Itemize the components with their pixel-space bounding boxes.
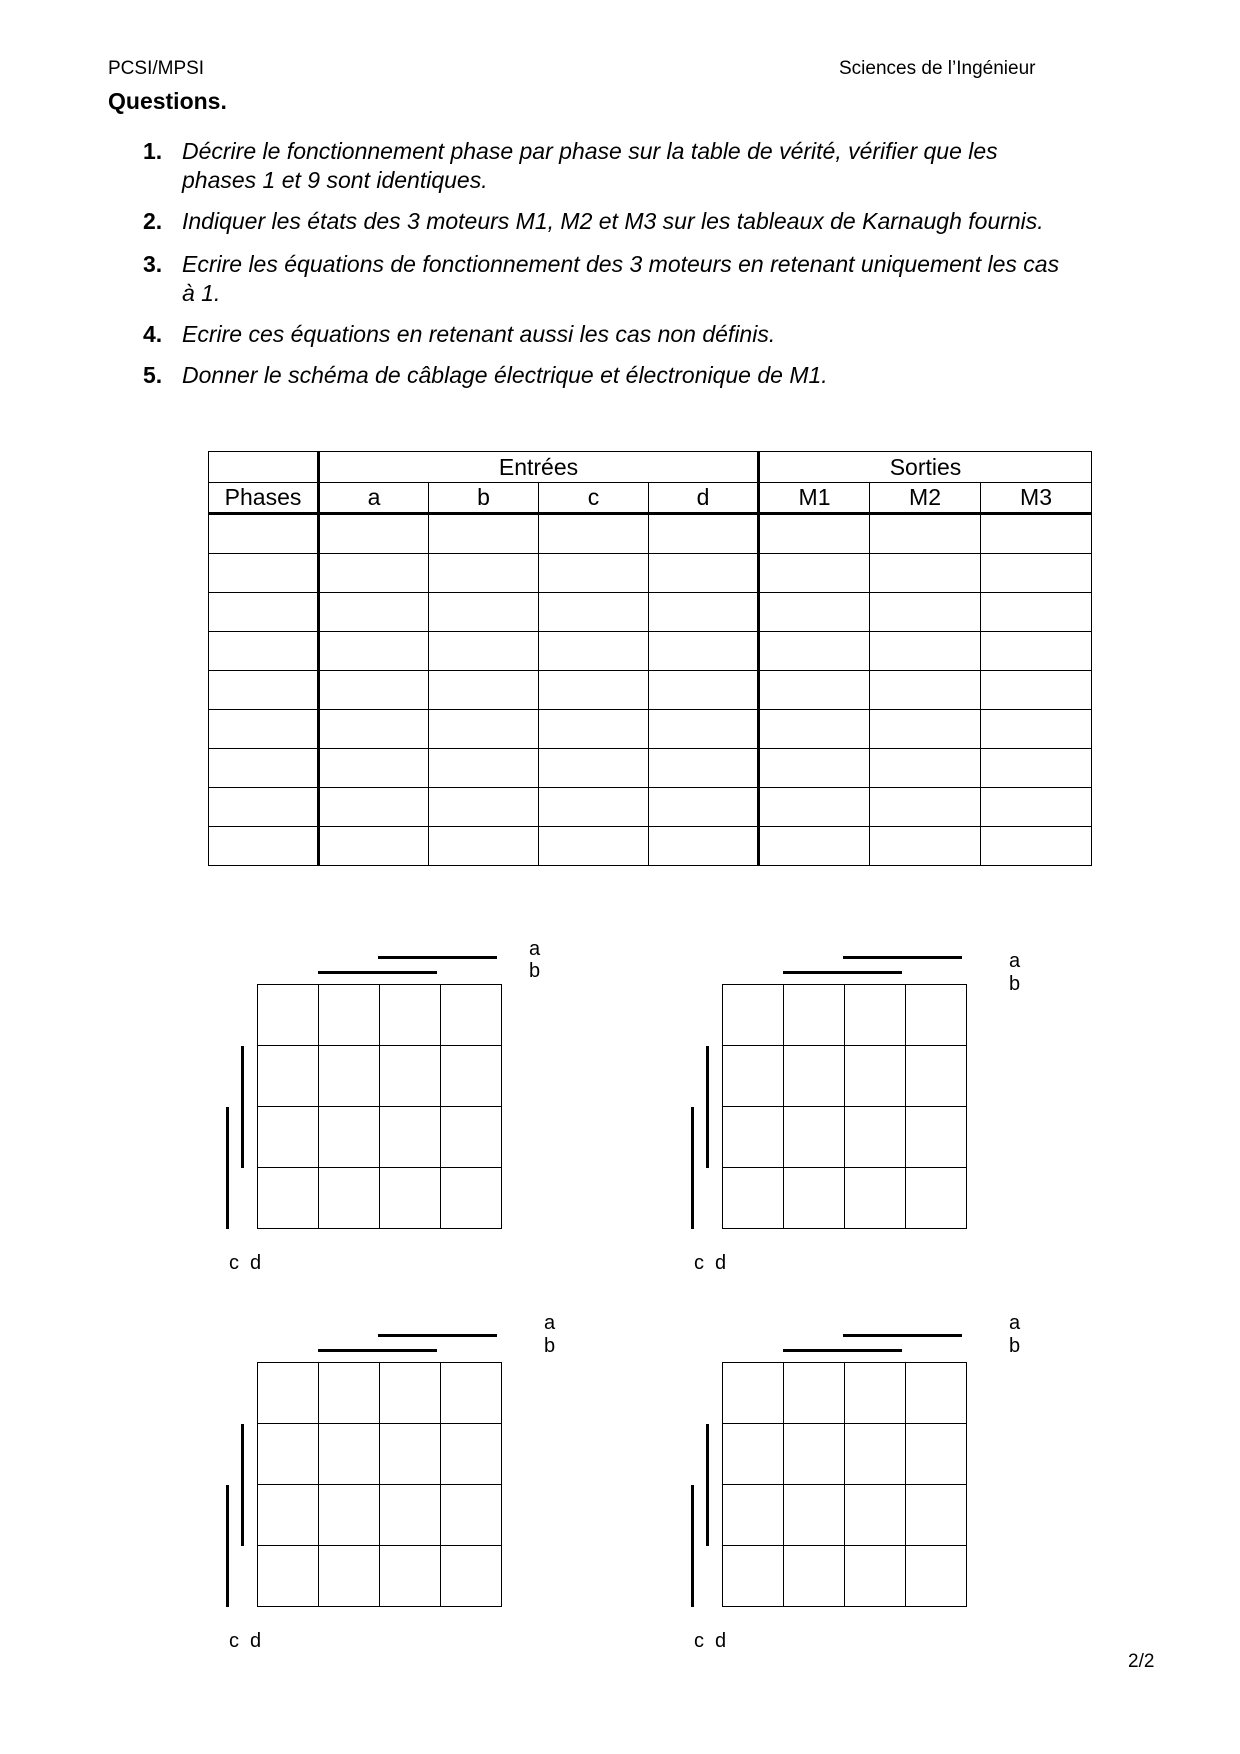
kmap-cell[interactable] (784, 1424, 845, 1485)
kmap-grid (257, 1362, 502, 1607)
kmap-row (258, 1363, 502, 1424)
table-cell[interactable] (649, 788, 759, 827)
table-cell[interactable] (649, 632, 759, 671)
table-cell[interactable] (209, 554, 319, 593)
kmap-cell[interactable] (784, 1485, 845, 1546)
kmap-cell[interactable] (906, 1168, 967, 1229)
kmap-cell[interactable] (723, 1424, 784, 1485)
table-cell[interactable] (319, 710, 429, 749)
kmap-cell[interactable] (380, 1046, 441, 1107)
top-bar-a (378, 956, 497, 959)
table-cell[interactable] (539, 749, 649, 788)
kmap-side-var-d: d (715, 1252, 727, 1274)
kmap-cell[interactable] (380, 1363, 441, 1424)
table-cell[interactable] (429, 514, 539, 554)
column-header-m3: M3 (981, 483, 1092, 514)
kmap-cell[interactable] (258, 1363, 319, 1424)
kmap-cell[interactable] (441, 1424, 502, 1485)
table-cell[interactable] (649, 710, 759, 749)
top-bar-b (318, 971, 437, 974)
table-cell[interactable] (429, 593, 539, 632)
kmap-cell[interactable] (845, 1046, 906, 1107)
question-text: Donner le schéma de câblage électrique et électronique de M1. (182, 362, 828, 388)
kmap-cell[interactable] (723, 1363, 784, 1424)
kmap-side-var-c: c (694, 1252, 704, 1274)
table-cell[interactable] (429, 554, 539, 593)
table-cell[interactable] (870, 710, 981, 749)
table-cell[interactable] (209, 671, 319, 710)
table-cell[interactable] (649, 827, 759, 866)
top-bar-a (843, 1334, 962, 1337)
kmap-cell[interactable] (784, 985, 845, 1046)
table-cell[interactable] (981, 593, 1092, 632)
question-number: 4. (143, 321, 163, 347)
kmap-cell[interactable] (380, 985, 441, 1046)
table-cell[interactable] (759, 554, 870, 593)
question-number: 5. (143, 362, 163, 388)
kmap-top-var-b: b (529, 960, 541, 982)
header-blank-cell (209, 452, 319, 483)
table-cell[interactable] (429, 671, 539, 710)
table-cell[interactable] (759, 788, 870, 827)
kmap-row (258, 985, 502, 1046)
kmap-cell[interactable] (845, 1485, 906, 1546)
table-cell[interactable] (759, 710, 870, 749)
table-cell[interactable] (759, 671, 870, 710)
question-text: Indiquer les états des 3 moteurs M1, M2 et M3 sur les tableaux de Karnaugh fournis. (182, 208, 1044, 234)
column-header-m2: M2 (870, 483, 981, 514)
table-cell[interactable] (649, 554, 759, 593)
kmap-cell[interactable] (723, 1485, 784, 1546)
kmap-cell[interactable] (319, 1046, 380, 1107)
table-cell[interactable] (539, 788, 649, 827)
top-bar-b (783, 1349, 902, 1352)
column-header-a: a (319, 483, 429, 514)
side-bar-d (691, 1485, 694, 1607)
table-cell[interactable] (981, 749, 1092, 788)
kmap-cell[interactable] (441, 1168, 502, 1229)
table-cell[interactable] (981, 514, 1092, 554)
table-cell[interactable] (539, 827, 649, 866)
table-cell[interactable] (649, 749, 759, 788)
kmap-top-var-b: b (1009, 1335, 1021, 1357)
column-header-m1: M1 (759, 483, 870, 514)
kmap-cell[interactable] (723, 1168, 784, 1229)
kmap-row (258, 1046, 502, 1107)
kmap-cell[interactable] (784, 1546, 845, 1607)
question-text: Ecrire ces équations en retenant aussi les cas non définis. (182, 321, 776, 347)
table-cell[interactable] (209, 710, 319, 749)
table-cell[interactable] (429, 827, 539, 866)
kmap-cell[interactable] (319, 1107, 380, 1168)
kmap-top-var-a: a (529, 938, 541, 960)
table-cell[interactable] (539, 514, 649, 554)
kmap-row (723, 1424, 967, 1485)
kmap-cell[interactable] (784, 1363, 845, 1424)
table-cell[interactable] (759, 749, 870, 788)
table-row (209, 827, 1092, 866)
kmap-cell[interactable] (906, 985, 967, 1046)
kmap-cell[interactable] (845, 1363, 906, 1424)
table-row (209, 710, 1092, 749)
kmap-cell[interactable] (784, 1168, 845, 1229)
kmap-cell[interactable] (319, 1546, 380, 1607)
kmap-cell[interactable] (441, 1546, 502, 1607)
kmap-row (723, 1546, 967, 1607)
table-cell[interactable] (870, 749, 981, 788)
table-cell[interactable] (319, 827, 429, 866)
table-cell[interactable] (870, 593, 981, 632)
kmap-cell[interactable] (380, 1424, 441, 1485)
kmap-cell[interactable] (380, 1546, 441, 1607)
table-cell[interactable] (319, 632, 429, 671)
kmap-cell[interactable] (258, 1107, 319, 1168)
kmap-side-var-d: d (250, 1252, 262, 1274)
questions-heading: Questions. (108, 88, 227, 114)
kmap-top-var-b: b (1009, 973, 1021, 995)
table-cell[interactable] (209, 632, 319, 671)
side-bar-c (706, 1046, 709, 1168)
table-row (209, 788, 1092, 827)
kmap-cell[interactable] (319, 1168, 380, 1229)
top-bar-a (843, 956, 962, 959)
header-course: PCSI/MPSI (108, 58, 205, 79)
kmap-cell[interactable] (784, 1107, 845, 1168)
question-text: Décrire le fonctionnement phase par phase sur la table de vérité, vérifier que les phases 1 et 9 sont identiques. (182, 138, 998, 193)
side-bar-d (691, 1107, 694, 1229)
table-cell[interactable] (759, 514, 870, 554)
kmap-cell[interactable] (319, 1485, 380, 1546)
kmap-top-var-a: a (1009, 1312, 1021, 1334)
kmap-cell[interactable] (441, 1485, 502, 1546)
table-cell[interactable] (209, 514, 319, 554)
table-cell[interactable] (209, 827, 319, 866)
kmap-row (723, 1046, 967, 1107)
truth-table-body (209, 514, 1092, 866)
table-row (209, 671, 1092, 710)
table-cell[interactable] (870, 788, 981, 827)
question-number: 1. (143, 138, 163, 164)
table-cell[interactable] (870, 827, 981, 866)
table-cell[interactable] (981, 788, 1092, 827)
question-number: 3. (143, 251, 163, 277)
table-row (209, 632, 1092, 671)
kmap-cell[interactable] (906, 1485, 967, 1546)
kmap-cell[interactable] (906, 1424, 967, 1485)
kmap-row (723, 1168, 967, 1229)
table-cell[interactable] (539, 710, 649, 749)
kmap-cell[interactable] (380, 1485, 441, 1546)
kmap-grid (722, 984, 967, 1229)
kmap-cell[interactable] (380, 1168, 441, 1229)
table-row (209, 593, 1092, 632)
kmap-cell[interactable] (784, 1046, 845, 1107)
table-cell[interactable] (981, 827, 1092, 866)
question-text: Ecrire les équations de fonctionnement des 3 moteurs en retenant uniquement les cas à 1. (182, 251, 1060, 306)
kmap-cell[interactable] (845, 1424, 906, 1485)
kmap-cell[interactable] (723, 1546, 784, 1607)
side-bar-c (706, 1424, 709, 1546)
table-row (209, 749, 1092, 788)
top-bar-a (378, 1334, 497, 1337)
top-bar-b (318, 1349, 437, 1352)
kmap-side-var-c: c (694, 1630, 704, 1652)
side-bar-c (241, 1424, 244, 1546)
kmap-row (258, 1424, 502, 1485)
kmap-side-var-d: d (250, 1630, 262, 1652)
kmap-cell[interactable] (845, 1107, 906, 1168)
table-cell[interactable] (981, 671, 1092, 710)
kmap-row (258, 1546, 502, 1607)
kmap-row (723, 985, 967, 1046)
kmap-cell[interactable] (258, 1546, 319, 1607)
kmap-cell[interactable] (258, 1424, 319, 1485)
table-cell[interactable] (319, 671, 429, 710)
kmap-row (258, 1107, 502, 1168)
table-cell[interactable] (429, 749, 539, 788)
kmap-side-var-d: d (715, 1630, 727, 1652)
kmap-row (258, 1485, 502, 1546)
table-cell[interactable] (209, 593, 319, 632)
table-cell[interactable] (870, 632, 981, 671)
table-cell[interactable] (759, 632, 870, 671)
table-cell[interactable] (319, 514, 429, 554)
kmap-cell[interactable] (258, 985, 319, 1046)
kmap-cell[interactable] (845, 1546, 906, 1607)
kmap-cell[interactable] (319, 1363, 380, 1424)
kmap-cell[interactable] (906, 1363, 967, 1424)
table-cell[interactable] (429, 788, 539, 827)
table-cell[interactable] (429, 710, 539, 749)
kmap-cell[interactable] (845, 985, 906, 1046)
kmap-top-var-b: b (544, 1335, 556, 1357)
table-cell[interactable] (870, 671, 981, 710)
table-cell[interactable] (319, 749, 429, 788)
kmap-row (723, 1363, 967, 1424)
table-cell[interactable] (539, 632, 649, 671)
table-cell[interactable] (209, 749, 319, 788)
kmap-cell[interactable] (258, 1046, 319, 1107)
kmap-grid (257, 984, 502, 1229)
table-cell[interactable] (649, 514, 759, 554)
side-bar-c (241, 1046, 244, 1168)
table-cell[interactable] (209, 788, 319, 827)
kmap-row (723, 1485, 967, 1546)
truth-table (208, 451, 1092, 866)
kmap-cell[interactable] (258, 1485, 319, 1546)
side-bar-d (226, 1107, 229, 1229)
outputs-group-header: Sorties (759, 452, 1092, 483)
header-subject: Sciences de l’Ingénieur (839, 58, 1036, 79)
kmap-row (258, 1168, 502, 1229)
kmap-side-var-c: c (229, 1252, 239, 1274)
kmap-cell[interactable] (723, 1107, 784, 1168)
kmap-side-var-c: c (229, 1630, 239, 1652)
kmap-cell[interactable] (723, 1046, 784, 1107)
table-cell[interactable] (649, 593, 759, 632)
table-row (209, 514, 1092, 554)
table-row (209, 554, 1092, 593)
table-cell[interactable] (981, 554, 1092, 593)
kmap-cell[interactable] (319, 1424, 380, 1485)
column-header-b: b (429, 483, 539, 514)
kmap-cell[interactable] (380, 1107, 441, 1168)
column-header-d: d (649, 483, 759, 514)
inputs-group-header: Entrées (319, 452, 759, 483)
page-number: 2/2 (1128, 1651, 1155, 1672)
column-header-c: c (539, 483, 649, 514)
table-cell[interactable] (319, 788, 429, 827)
kmap-top-var-a: a (544, 1312, 556, 1334)
kmap-cell[interactable] (441, 1046, 502, 1107)
kmap-cell[interactable] (441, 1107, 502, 1168)
table-cell[interactable] (981, 632, 1092, 671)
kmap-cell[interactable] (441, 1363, 502, 1424)
side-bar-d (226, 1485, 229, 1607)
table-cell[interactable] (759, 593, 870, 632)
kmap-row (723, 1107, 967, 1168)
top-bar-b (783, 971, 902, 974)
table-cell[interactable] (319, 554, 429, 593)
kmap-cell[interactable] (319, 985, 380, 1046)
kmap-top-var-a: a (1009, 950, 1021, 972)
table-cell[interactable] (429, 632, 539, 671)
kmap-cell[interactable] (258, 1168, 319, 1229)
table-cell[interactable] (870, 514, 981, 554)
kmap-cell[interactable] (906, 1546, 967, 1607)
column-header-phases: Phases (209, 483, 319, 514)
kmap-grid (722, 1362, 967, 1607)
table-cell[interactable] (649, 671, 759, 710)
table-cell[interactable] (981, 710, 1092, 749)
kmap-cell[interactable] (441, 985, 502, 1046)
table-cell[interactable] (539, 554, 649, 593)
table-cell[interactable] (870, 554, 981, 593)
table-cell[interactable] (759, 827, 870, 866)
kmap-cell[interactable] (723, 985, 784, 1046)
kmap-cell[interactable] (906, 1046, 967, 1107)
kmap-cell[interactable] (845, 1168, 906, 1229)
kmap-cell[interactable] (906, 1107, 967, 1168)
question-number: 2. (143, 208, 163, 234)
table-cell[interactable] (539, 593, 649, 632)
table-cell[interactable] (319, 593, 429, 632)
table-cell[interactable] (539, 671, 649, 710)
